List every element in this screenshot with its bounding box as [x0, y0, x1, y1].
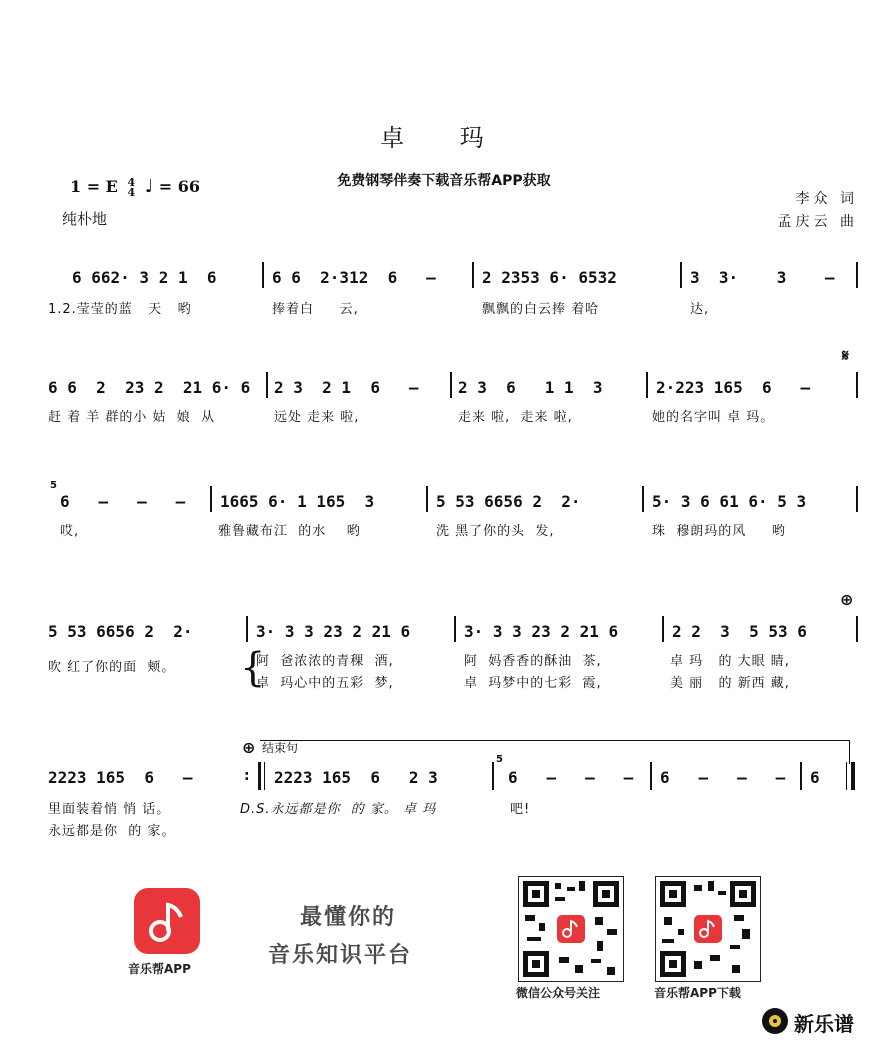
notes-line1-m4: 3 3· 3 –: [690, 268, 835, 287]
notes-line4-m2: 3· 3 3 23 2 21 6: [256, 622, 411, 641]
notes-line1-m2: 6 6 2·312 6 –: [272, 268, 436, 287]
ending-label: 结束句: [262, 741, 299, 755]
coda-icon: ⊕: [242, 738, 256, 757]
page-subtitle: 免费钢琴伴奏下载音乐帮APP获取: [337, 173, 551, 189]
notes-line4-m1: 5 53 6656 2 2·: [48, 622, 193, 641]
notes-line4-m4: 2 2 3 5 53 6: [672, 622, 807, 641]
notes-line3-m2: 1665 6· 1 165 3: [220, 492, 375, 511]
final-barline-thin: [846, 762, 847, 790]
notes-line3-m4: 5· 3 6 61 6· 5 3: [652, 492, 807, 511]
barline: [856, 616, 858, 642]
barline: [426, 486, 428, 512]
lyrics-line1-m4: 达,: [690, 302, 710, 317]
notes-line2-m4: 2·223 165 6 –: [656, 378, 811, 397]
notes-line5-m4: 6 – – –: [660, 768, 786, 787]
coda-icon: ⊕: [840, 590, 854, 609]
lyrics-line5-m1: 里面装着悄 悄 话。: [48, 802, 171, 817]
verse-brace: {: [240, 645, 266, 691]
app-logo-icon: [134, 888, 200, 954]
time-signature: [127, 175, 136, 199]
lyrics-line4-m2: 阿 爸浓浓的青稞 酒,: [256, 654, 394, 669]
lyrics-line4-m3: 阿 妈香香的酥油 茶,: [464, 654, 602, 669]
repeat-end-icon: :: [244, 768, 250, 784]
barline: [856, 372, 858, 398]
lyrics-line4-m4: 卓 玛 的 大眼 睛,: [670, 654, 790, 669]
lyrics-line3-m1: 哎,: [60, 524, 80, 539]
barline: [454, 616, 456, 642]
tempo-label: = 66: [158, 177, 201, 196]
lyrics-line2-m3: 走来 啦, 走来 啦,: [458, 410, 573, 425]
grace-note: 5: [50, 480, 57, 491]
lyrics-line2-m1: 赶 着 羊 群的小 姑 娘 从: [48, 410, 216, 425]
grace-note-2: 5: [496, 754, 503, 765]
lyrics-line1-m2: 捧着白 云,: [272, 302, 359, 317]
qr-code-icon: [655, 876, 761, 982]
lyrics-line3-m2: 雅鲁藏布江 的水 哟: [218, 524, 361, 539]
lyrics-line4-m1: 吹 红了你的面 颊。: [48, 660, 176, 675]
ending-bracket: [260, 740, 850, 741]
repeat-barline-thin: [264, 762, 265, 790]
barline: [246, 616, 248, 642]
barline: [642, 486, 644, 512]
barline: [650, 762, 652, 790]
lyrics2-line4-m4: 美 丽 的 新西 藏,: [670, 676, 790, 691]
barline: [646, 372, 648, 398]
notes-line5-m1: 2223 165 6 –: [48, 768, 193, 787]
notes-line1-m1: 6 662· 3 2 1 6: [72, 268, 217, 287]
key-signature: [70, 176, 200, 198]
key-label: 1 = E: [70, 177, 118, 196]
time-top: 4: [127, 175, 136, 189]
app-name: 音乐帮APP: [128, 962, 191, 976]
barline: [450, 372, 452, 398]
barline: [856, 262, 858, 288]
quarter-note-icon: ♩: [144, 176, 154, 197]
notes-line1-m3: 2 2353 6· 6532: [482, 268, 617, 287]
slogan-line-2: 音乐知识平台: [268, 943, 413, 968]
lyrics-line5-m2: D.S.永远都是你 的 家。 卓 玛: [240, 802, 437, 817]
barline: [472, 262, 474, 288]
brand-logo-icon: [762, 1008, 788, 1034]
qr-label-wechat: 微信公众号关注: [516, 986, 601, 1000]
notes-line5-m3: 6 – – –: [508, 768, 634, 787]
notes-line2-m3: 2 3 6 1 1 3: [458, 378, 603, 397]
lyrics2-line4-m2: 卓 玛心中的五彩 梦,: [256, 676, 394, 691]
segno-icon: 𝄋: [842, 346, 849, 365]
repeat-barline: [258, 762, 261, 790]
lyrics-line1-m1: 1.2.莹莹的蓝 天 哟: [48, 302, 192, 317]
notes-line2-m2: 2 3 2 1 6 –: [274, 378, 419, 397]
notes-line3-m1: 6 – – –: [60, 492, 186, 511]
page-title: 卓 玛: [380, 124, 508, 152]
barline: [662, 616, 664, 642]
qr-label-app: 音乐帮APP下载: [654, 986, 741, 1000]
lyrics-line2-m4: 她的名字叫 卓 玛。: [652, 410, 775, 425]
notes-line4-m3: 3· 3 3 23 2 21 6: [464, 622, 619, 641]
brand-name: 新乐谱: [794, 1012, 854, 1036]
lyrics-line1-m3: 飘飘的白云捧 着哈: [482, 302, 600, 317]
barline: [210, 486, 212, 512]
barline: [856, 486, 858, 512]
lyrics-line2-m2: 远处 走来 啦,: [274, 410, 360, 425]
barline: [266, 372, 268, 398]
ending-bracket-end: [849, 740, 850, 764]
barline: [680, 262, 682, 288]
barline: [800, 762, 802, 790]
slogan-line-1: 最懂你的: [300, 905, 397, 930]
notes-line5-m2: 2223 165 6 2 3: [274, 768, 438, 787]
final-barline-thick: [851, 762, 855, 790]
notes-line2-m1: 6 6 2 23 2 21 6· 6: [48, 378, 251, 397]
lyrics2-line5-m1: 永远都是你 的 家。: [48, 824, 176, 839]
notes-line3-m3: 5 53 6656 2 2·: [436, 492, 581, 511]
barline: [492, 762, 494, 790]
music-note-icon: [147, 899, 187, 943]
lyrics-line5-m3: 吧!: [510, 802, 531, 817]
lyrics-line3-m4: 珠 穆朗玛的风 哟: [652, 524, 786, 539]
qr-code-icon: [518, 876, 624, 982]
expression-marking: 纯朴地: [62, 210, 108, 228]
barline: [262, 262, 264, 288]
lyricist-credit: 李众 词: [795, 191, 858, 207]
notes-line5-m5: 6: [810, 768, 820, 787]
lyrics-line3-m3: 洗 黑了你的头 发,: [436, 524, 555, 539]
lyrics2-line4-m3: 卓 玛梦中的七彩 霞,: [464, 676, 602, 691]
time-bottom: 4: [127, 185, 136, 199]
composer-credit: 孟庆云 曲: [777, 214, 858, 230]
